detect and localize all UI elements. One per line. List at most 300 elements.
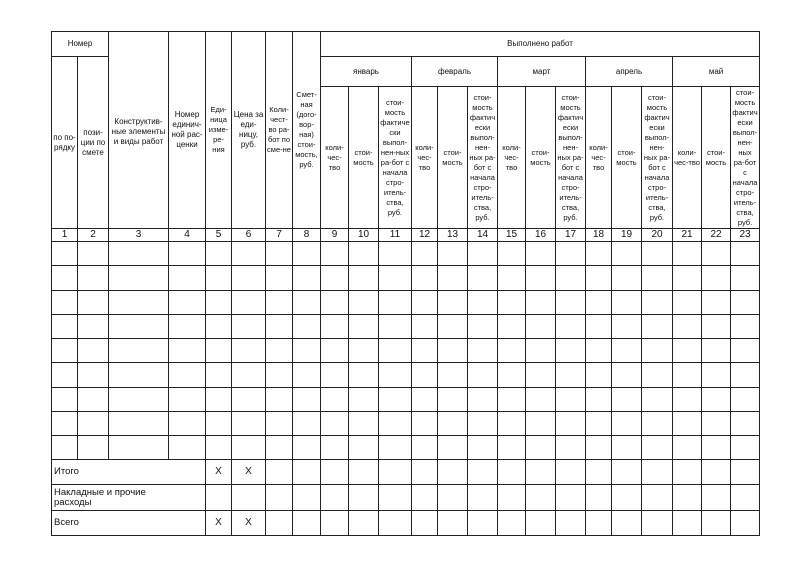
table-cell[interactable]	[293, 411, 321, 435]
table-cell[interactable]	[612, 339, 642, 363]
table-cell[interactable]	[78, 266, 109, 290]
table-cell[interactable]	[412, 436, 438, 460]
table-cell[interactable]	[206, 290, 232, 314]
table-cell[interactable]	[612, 485, 642, 510]
table-cell[interactable]	[232, 436, 266, 460]
table-cell[interactable]	[232, 314, 266, 338]
table-cell[interactable]	[232, 242, 266, 266]
column-number-cell: 1	[52, 229, 78, 242]
table-cell[interactable]	[379, 510, 412, 535]
table-cell[interactable]	[266, 460, 293, 485]
table-cell[interactable]	[468, 363, 498, 387]
table-cell[interactable]	[673, 266, 702, 290]
header-may-cost: стои-мость	[702, 87, 731, 229]
table-cell[interactable]	[169, 266, 206, 290]
summary-row-gap	[169, 485, 206, 510]
table-cell[interactable]	[349, 436, 379, 460]
table-cell[interactable]	[412, 387, 438, 411]
table-cell[interactable]	[321, 363, 349, 387]
summary-row-gap	[169, 460, 206, 485]
table-cell[interactable]	[438, 485, 468, 510]
table-cell[interactable]	[642, 387, 673, 411]
column-number-cell: 10	[349, 229, 379, 242]
table-cell[interactable]	[169, 387, 206, 411]
table-cell[interactable]	[586, 314, 612, 338]
table-cell[interactable]	[321, 510, 349, 535]
table-cell[interactable]	[586, 510, 612, 535]
table-cell[interactable]	[349, 460, 379, 485]
table-cell[interactable]	[52, 411, 78, 435]
table-cell[interactable]	[349, 387, 379, 411]
table-cell[interactable]	[109, 242, 169, 266]
table-cell[interactable]	[586, 363, 612, 387]
summary-row	[52, 510, 760, 535]
table-cell[interactable]	[169, 363, 206, 387]
table-cell[interactable]	[731, 266, 760, 290]
table-cell[interactable]	[78, 314, 109, 338]
work-progress-ledger-table	[51, 31, 760, 536]
header-march-qty: коли-чес-тво	[498, 87, 526, 229]
table-cell[interactable]	[526, 460, 556, 485]
table-cell[interactable]	[438, 242, 468, 266]
table-cell[interactable]	[731, 314, 760, 338]
table-cell[interactable]	[612, 411, 642, 435]
table-cell[interactable]	[109, 436, 169, 460]
table-cell[interactable]	[642, 242, 673, 266]
table-cell[interactable]	[468, 339, 498, 363]
table-cell[interactable]	[412, 290, 438, 314]
table-cell[interactable]	[673, 363, 702, 387]
table-cell[interactable]	[468, 242, 498, 266]
table-cell[interactable]	[169, 242, 206, 266]
header-edinica-izmereniya: Еди-ница изме-ре-ния	[206, 32, 232, 229]
table-cell[interactable]	[642, 460, 673, 485]
table-cell[interactable]	[412, 314, 438, 338]
table-cell[interactable]	[349, 242, 379, 266]
table-cell[interactable]	[78, 363, 109, 387]
table-cell[interactable]	[379, 339, 412, 363]
table-cell[interactable]	[526, 485, 556, 510]
table-cell[interactable]	[586, 387, 612, 411]
table-cell[interactable]	[612, 266, 642, 290]
table-cell[interactable]	[321, 290, 349, 314]
table-cell[interactable]	[266, 242, 293, 266]
table-cell[interactable]	[169, 314, 206, 338]
table-cell[interactable]	[642, 436, 673, 460]
table-cell[interactable]	[266, 411, 293, 435]
table-cell[interactable]	[586, 460, 612, 485]
summary-row-label: Всего	[52, 510, 169, 535]
table-cell[interactable]	[642, 485, 673, 510]
table-cell[interactable]	[498, 363, 526, 387]
table-cell[interactable]	[702, 510, 731, 535]
table-cell[interactable]	[612, 314, 642, 338]
table-cell[interactable]	[412, 460, 438, 485]
table-cell[interactable]	[702, 314, 731, 338]
table-cell[interactable]	[109, 363, 169, 387]
table-cell[interactable]	[586, 411, 612, 435]
table-cell[interactable]	[293, 485, 321, 510]
table-cell[interactable]	[556, 387, 586, 411]
column-number-cell: 13	[438, 229, 468, 242]
table-cell[interactable]	[321, 460, 349, 485]
table-cell[interactable]	[321, 266, 349, 290]
table-cell[interactable]	[673, 242, 702, 266]
table-cell[interactable]	[526, 242, 556, 266]
table-cell[interactable]	[642, 363, 673, 387]
table-cell[interactable]	[702, 266, 731, 290]
table-cell[interactable]	[498, 510, 526, 535]
table-cell[interactable]	[468, 510, 498, 535]
table-cell[interactable]	[349, 290, 379, 314]
table-cell[interactable]	[468, 266, 498, 290]
column-number-cell: 20	[642, 229, 673, 242]
table-cell[interactable]	[321, 485, 349, 510]
table-cell[interactable]	[498, 242, 526, 266]
table-cell[interactable]	[438, 314, 468, 338]
table-cell[interactable]	[349, 314, 379, 338]
table-cell[interactable]	[556, 411, 586, 435]
table-cell[interactable]	[731, 485, 760, 510]
table-cell[interactable]	[612, 242, 642, 266]
table-cell[interactable]	[468, 314, 498, 338]
column-number-cell: 7	[266, 229, 293, 242]
table-cell[interactable]	[78, 290, 109, 314]
table-cell[interactable]	[468, 460, 498, 485]
table-cell[interactable]	[612, 436, 642, 460]
table-cell[interactable]	[232, 363, 266, 387]
table-cell[interactable]	[438, 290, 468, 314]
table-cell[interactable]	[78, 339, 109, 363]
table-cell[interactable]	[109, 314, 169, 338]
table-cell[interactable]	[673, 436, 702, 460]
table-cell[interactable]	[293, 436, 321, 460]
table-cell[interactable]	[556, 242, 586, 266]
summary-price-mark: Х	[232, 460, 266, 485]
table-cell[interactable]	[266, 314, 293, 338]
table-cell[interactable]	[438, 510, 468, 535]
table-cell[interactable]	[206, 436, 232, 460]
header-vypolneno-rabot: Выполнено работ	[321, 32, 760, 57]
table-cell[interactable]	[349, 510, 379, 535]
table-cell[interactable]	[206, 411, 232, 435]
table-cell[interactable]	[702, 290, 731, 314]
table-row	[52, 314, 760, 338]
table-cell[interactable]	[52, 339, 78, 363]
table-cell[interactable]	[293, 290, 321, 314]
table-cell[interactable]	[702, 460, 731, 485]
table-cell[interactable]	[321, 242, 349, 266]
table-cell[interactable]	[52, 242, 78, 266]
table-cell[interactable]	[642, 266, 673, 290]
table-row	[52, 242, 760, 266]
summary-unit-mark	[206, 485, 232, 510]
table-cell[interactable]	[586, 266, 612, 290]
table-cell[interactable]	[321, 411, 349, 435]
table-cell[interactable]	[379, 314, 412, 338]
table-cell[interactable]	[349, 266, 379, 290]
table-cell[interactable]	[109, 411, 169, 435]
table-cell[interactable]	[266, 290, 293, 314]
table-cell[interactable]	[526, 266, 556, 290]
table-cell[interactable]	[498, 436, 526, 460]
table-cell[interactable]	[412, 510, 438, 535]
table-cell[interactable]	[266, 339, 293, 363]
table-cell[interactable]	[293, 242, 321, 266]
header-month-march: март	[498, 57, 586, 87]
table-cell[interactable]	[379, 363, 412, 387]
table-cell[interactable]	[586, 485, 612, 510]
table-cell[interactable]	[78, 411, 109, 435]
table-cell[interactable]	[731, 363, 760, 387]
table-cell[interactable]	[379, 460, 412, 485]
table-cell[interactable]	[379, 436, 412, 460]
table-cell[interactable]	[52, 363, 78, 387]
table-cell[interactable]	[109, 387, 169, 411]
table-cell[interactable]	[349, 363, 379, 387]
table-cell[interactable]	[468, 436, 498, 460]
table-cell[interactable]	[438, 387, 468, 411]
column-number-cell: 4	[169, 229, 206, 242]
header-february-cost: стои-мость	[438, 87, 468, 229]
table-cell[interactable]	[266, 266, 293, 290]
table-cell[interactable]	[412, 485, 438, 510]
column-number-cell: 11	[379, 229, 412, 242]
table-cell[interactable]	[438, 460, 468, 485]
table-cell[interactable]	[379, 485, 412, 510]
table-cell[interactable]	[232, 411, 266, 435]
table-cell[interactable]	[52, 314, 78, 338]
table-cell[interactable]	[349, 485, 379, 510]
table-cell[interactable]	[612, 290, 642, 314]
table-cell[interactable]	[612, 363, 642, 387]
table-cell[interactable]	[349, 339, 379, 363]
table-cell[interactable]	[468, 485, 498, 510]
table-cell[interactable]	[379, 242, 412, 266]
header-april-cumulative: стои-мость фактически выпол-нен-ных ра-бот с начала стро-итель-ства, руб.	[642, 87, 673, 229]
table-cell[interactable]	[206, 387, 232, 411]
table-cell[interactable]	[731, 411, 760, 435]
table-cell[interactable]	[556, 485, 586, 510]
table-cell[interactable]	[556, 314, 586, 338]
table-cell[interactable]	[498, 339, 526, 363]
table-cell[interactable]	[321, 436, 349, 460]
table-cell[interactable]	[612, 387, 642, 411]
table-cell[interactable]	[232, 387, 266, 411]
table-cell[interactable]	[169, 411, 206, 435]
table-cell[interactable]	[526, 314, 556, 338]
table-cell[interactable]	[673, 460, 702, 485]
table-cell[interactable]	[293, 339, 321, 363]
table-cell[interactable]	[266, 387, 293, 411]
table-cell[interactable]	[702, 387, 731, 411]
table-cell[interactable]	[673, 290, 702, 314]
table-cell[interactable]	[412, 339, 438, 363]
table-cell[interactable]	[379, 411, 412, 435]
header-pozicii-po-smete: пози-ции по смете	[78, 57, 109, 229]
table-cell[interactable]	[412, 411, 438, 435]
table-cell[interactable]	[78, 242, 109, 266]
table-cell[interactable]	[526, 411, 556, 435]
table-cell[interactable]	[438, 411, 468, 435]
header-month-january: январь	[321, 57, 412, 87]
table-cell[interactable]	[702, 485, 731, 510]
column-number-cell: 23	[731, 229, 760, 242]
header-konstruktivnye-elementy: Конструктив-ные элементы и виды работ	[109, 32, 169, 229]
column-number-cell: 3	[109, 229, 169, 242]
summary-price-mark: Х	[232, 510, 266, 535]
table-cell[interactable]	[52, 436, 78, 460]
table-cell[interactable]	[673, 387, 702, 411]
table-cell[interactable]	[232, 266, 266, 290]
table-cell[interactable]	[673, 485, 702, 510]
summary-row	[52, 460, 760, 485]
table-cell[interactable]	[52, 387, 78, 411]
table-cell[interactable]	[78, 436, 109, 460]
table-cell[interactable]	[673, 339, 702, 363]
table-cell[interactable]	[673, 510, 702, 535]
table-cell[interactable]	[206, 266, 232, 290]
table-cell[interactable]	[731, 387, 760, 411]
table-cell[interactable]	[206, 363, 232, 387]
table-cell[interactable]	[438, 363, 468, 387]
table-cell[interactable]	[586, 290, 612, 314]
table-cell[interactable]	[702, 363, 731, 387]
table-cell[interactable]	[526, 290, 556, 314]
column-number-cell: 8	[293, 229, 321, 242]
table-cell[interactable]	[556, 460, 586, 485]
table-cell[interactable]	[731, 290, 760, 314]
table-cell[interactable]	[438, 436, 468, 460]
column-number-cell: 21	[673, 229, 702, 242]
table-cell[interactable]	[169, 290, 206, 314]
table-cell[interactable]	[642, 339, 673, 363]
table-cell[interactable]	[293, 510, 321, 535]
table-cell[interactable]	[556, 510, 586, 535]
table-cell[interactable]	[498, 460, 526, 485]
table-cell[interactable]	[78, 387, 109, 411]
table-cell[interactable]	[232, 339, 266, 363]
table-cell[interactable]	[586, 436, 612, 460]
table-cell[interactable]	[498, 266, 526, 290]
table-cell[interactable]	[206, 339, 232, 363]
table-cell[interactable]	[293, 363, 321, 387]
header-april-qty: коли-чес-тво	[586, 87, 612, 229]
table-cell[interactable]	[468, 387, 498, 411]
table-cell[interactable]	[498, 485, 526, 510]
table-cell[interactable]	[731, 460, 760, 485]
table-cell[interactable]	[526, 510, 556, 535]
table-cell[interactable]	[586, 339, 612, 363]
header-month-february: февраль	[412, 57, 498, 87]
table-cell[interactable]	[206, 242, 232, 266]
summary-unit-mark: Х	[206, 510, 232, 535]
table-cell[interactable]	[321, 387, 349, 411]
table-cell[interactable]	[266, 485, 293, 510]
table-cell[interactable]	[412, 266, 438, 290]
table-cell[interactable]	[109, 290, 169, 314]
table-cell[interactable]	[52, 290, 78, 314]
table-cell[interactable]	[412, 363, 438, 387]
table-cell[interactable]	[109, 339, 169, 363]
table-cell[interactable]	[293, 266, 321, 290]
table-cell[interactable]	[349, 411, 379, 435]
table-cell[interactable]	[498, 387, 526, 411]
table-cell[interactable]	[52, 266, 78, 290]
table-cell[interactable]	[498, 411, 526, 435]
table-cell[interactable]	[468, 290, 498, 314]
table-cell[interactable]	[412, 242, 438, 266]
table-cell[interactable]	[321, 314, 349, 338]
table-row	[52, 290, 760, 314]
table-cell[interactable]	[731, 510, 760, 535]
table-cell[interactable]	[556, 290, 586, 314]
table-cell[interactable]	[266, 436, 293, 460]
table-cell[interactable]	[556, 339, 586, 363]
table-cell[interactable]	[526, 363, 556, 387]
table-cell[interactable]	[731, 339, 760, 363]
table-cell[interactable]	[379, 266, 412, 290]
column-number-cell: 17	[556, 229, 586, 242]
table-cell[interactable]	[702, 339, 731, 363]
table-cell[interactable]	[266, 510, 293, 535]
table-cell[interactable]	[642, 411, 673, 435]
table-cell[interactable]	[498, 314, 526, 338]
table-cell[interactable]	[556, 266, 586, 290]
table-cell[interactable]	[702, 411, 731, 435]
table-cell[interactable]	[293, 387, 321, 411]
table-cell[interactable]	[612, 510, 642, 535]
table-cell[interactable]	[293, 460, 321, 485]
table-cell[interactable]	[498, 290, 526, 314]
table-cell[interactable]	[642, 290, 673, 314]
table-cell[interactable]	[169, 339, 206, 363]
table-cell[interactable]	[731, 242, 760, 266]
table-cell[interactable]	[526, 339, 556, 363]
table-cell[interactable]	[556, 363, 586, 387]
table-cell[interactable]	[293, 314, 321, 338]
table-cell[interactable]	[468, 411, 498, 435]
summary-row	[52, 485, 760, 510]
table-cell[interactable]	[438, 339, 468, 363]
table-cell[interactable]	[702, 436, 731, 460]
table-cell[interactable]	[642, 314, 673, 338]
table-cell[interactable]	[232, 290, 266, 314]
summary-row-label: Накладные и прочие расходы	[52, 485, 169, 510]
table-cell[interactable]	[266, 363, 293, 387]
table-cell[interactable]	[731, 436, 760, 460]
table-cell[interactable]	[206, 314, 232, 338]
column-number-cell: 6	[232, 229, 266, 242]
column-number-row	[52, 229, 760, 242]
table-cell[interactable]	[379, 387, 412, 411]
table-cell[interactable]	[379, 290, 412, 314]
table-cell[interactable]	[321, 339, 349, 363]
header-march-cost: стои-мость	[526, 87, 556, 229]
table-cell[interactable]	[673, 314, 702, 338]
table-cell[interactable]	[526, 387, 556, 411]
table-cell[interactable]	[556, 436, 586, 460]
table-cell[interactable]	[612, 460, 642, 485]
table-cell[interactable]	[438, 266, 468, 290]
table-cell[interactable]	[109, 266, 169, 290]
table-cell[interactable]	[526, 436, 556, 460]
table-cell[interactable]	[169, 436, 206, 460]
table-cell[interactable]	[673, 411, 702, 435]
table-cell[interactable]	[586, 242, 612, 266]
table-cell[interactable]	[702, 242, 731, 266]
table-cell[interactable]	[642, 510, 673, 535]
